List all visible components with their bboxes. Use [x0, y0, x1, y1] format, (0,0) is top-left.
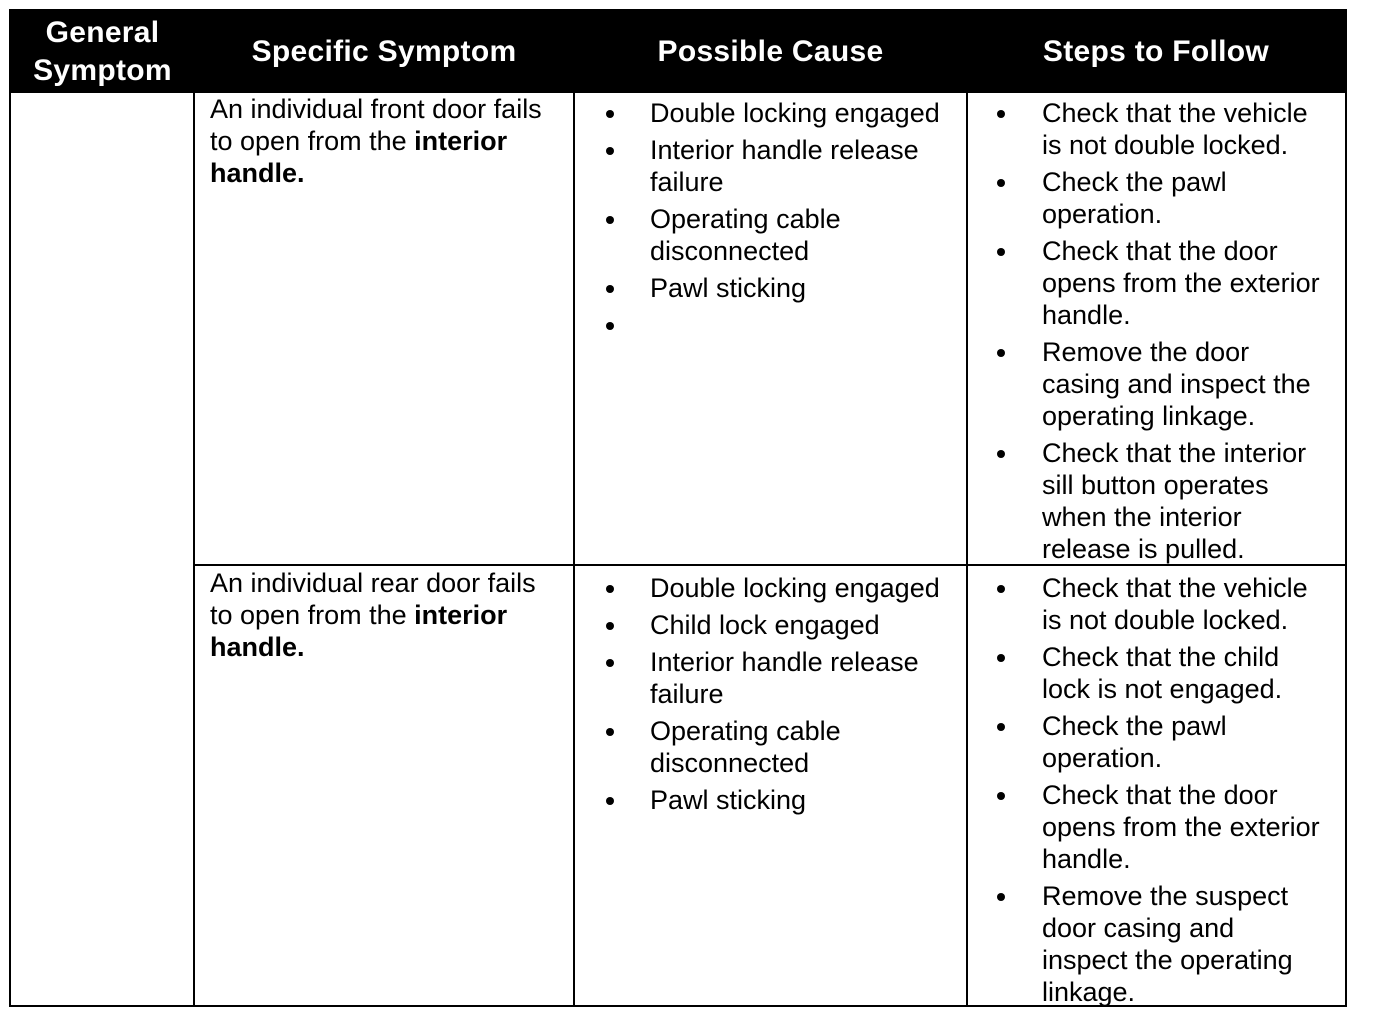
bullet-icon	[997, 654, 1005, 662]
bullet-icon	[997, 248, 1005, 256]
specific-symptom-text: An individual front door fails to open from the	[210, 94, 542, 156]
list-item: Double locking engaged	[650, 97, 960, 129]
bullet-icon	[606, 585, 614, 593]
list-item: Check that the child lock is not engaged.	[1042, 641, 1342, 705]
list-item: Check that the interior sill button operates when the interior release is pulled.	[1042, 437, 1342, 565]
column-divider	[966, 93, 968, 1005]
list-item: Check that the door opens from the exterior handle.	[1042, 779, 1342, 875]
bullet-icon	[997, 110, 1005, 118]
list-item: Check the pawl operation.	[1042, 166, 1342, 230]
possible-cause-list-row-1	[650, 97, 960, 346]
bullet-icon	[606, 659, 614, 667]
list-item: Child lock engaged	[650, 609, 960, 641]
column-divider	[573, 93, 575, 1005]
table-header	[11, 11, 1345, 93]
header-general-symptom-line1: General	[45, 16, 160, 49]
bullet-icon	[606, 147, 614, 155]
bullet-icon	[606, 322, 614, 330]
column-divider	[193, 93, 195, 1005]
list-item: Check that the vehicle is not double locked.	[1042, 572, 1342, 636]
list-item: Check that the vehicle is not double locked.	[1042, 97, 1342, 161]
list-item: Double locking engaged	[650, 572, 960, 604]
list-item: Interior handle release failure	[650, 134, 960, 198]
bullet-icon	[606, 622, 614, 630]
bullet-icon	[606, 797, 614, 805]
list-item: Operating cable disconnected	[650, 203, 960, 267]
header-specific-symptom: Specific Symptom	[251, 35, 517, 68]
bullet-icon	[606, 110, 614, 118]
diagnostic-table	[9, 9, 1347, 1007]
specific-symptom-bold: interior handle.	[210, 600, 508, 662]
header-general-symptom-line2: Symptom	[33, 54, 172, 87]
specific-symptom-bold: interior handle.	[210, 126, 508, 188]
list-item	[650, 309, 960, 341]
bullet-icon	[606, 728, 614, 736]
bullet-icon	[997, 349, 1005, 357]
list-item: Operating cable disconnected	[650, 715, 960, 779]
bullet-icon	[606, 285, 614, 293]
list-item: Interior handle release failure	[650, 646, 960, 710]
header-possible-cause: Possible Cause	[657, 35, 884, 68]
specific-symptom-text: An individual rear door fails to open from the	[210, 568, 536, 630]
bullet-icon	[997, 723, 1005, 731]
specific-symptom-cell-row-1	[210, 93, 560, 189]
list-item: Check that the door opens from the exterior handle.	[1042, 235, 1342, 331]
bullet-icon	[997, 450, 1005, 458]
list-item: Pawl sticking	[650, 272, 960, 304]
list-item: Remove the suspect door casing and inspect the operating linkage.	[1042, 880, 1342, 1008]
steps-list-row-2	[1042, 572, 1342, 1013]
header-steps-to-follow: Steps to Follow	[1042, 35, 1270, 68]
bullet-icon	[997, 792, 1005, 800]
list-item: Remove the door casing and inspect the operating linkage.	[1042, 336, 1342, 432]
list-item: Check the pawl operation.	[1042, 710, 1342, 774]
specific-symptom-cell-row-2	[210, 567, 560, 663]
bullet-icon	[997, 179, 1005, 187]
steps-list-row-1	[1042, 97, 1342, 570]
list-item: Pawl sticking	[650, 784, 960, 816]
possible-cause-list-row-2	[650, 572, 960, 821]
header-general-symptom	[11, 11, 194, 93]
bullet-icon	[606, 216, 614, 224]
bullet-icon	[997, 893, 1005, 901]
bullet-icon	[997, 585, 1005, 593]
